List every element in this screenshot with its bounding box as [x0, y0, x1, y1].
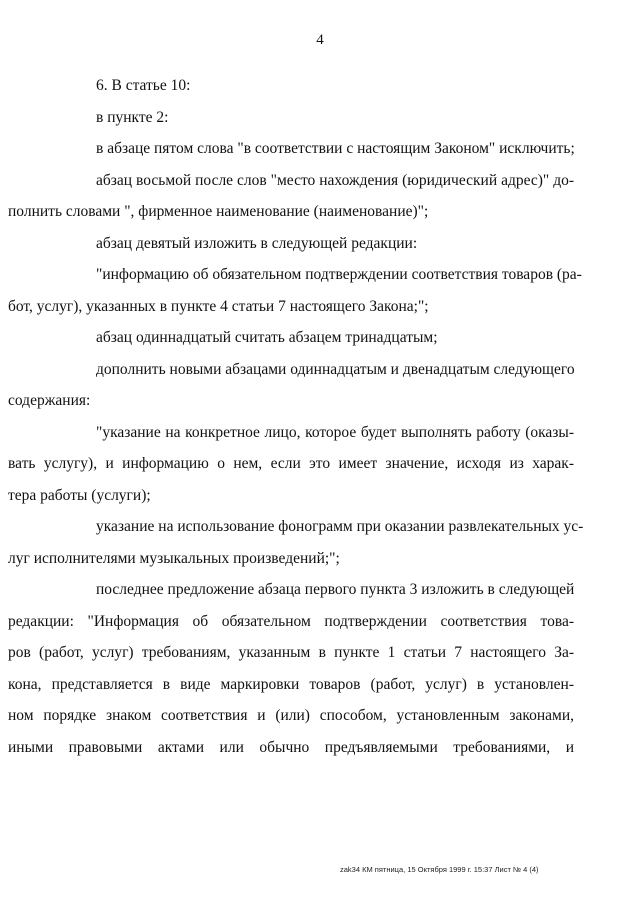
document-line: абзац одиннадцатый считать абзацем тринадцатым;	[96, 329, 438, 346]
document-line: полнить словами ", фирменное наименование (наименование)";	[8, 203, 429, 220]
document-body	[8, 70, 584, 763]
document-footer: zak34 КМ пятница, 15 Октября 1999 г. 15:37 Лист № 4 (4)	[340, 865, 539, 874]
document-line: последнее предложение абзаца первого пункта 3 изложить в следующей	[96, 581, 575, 598]
document-line: в пункте 2:	[96, 108, 169, 126]
document-line: тера работы (услуги);	[8, 486, 151, 504]
document-line: кона, представляется в виде маркировки товаров (работ, услуг) в установлен-	[8, 675, 574, 693]
document-line: луг исполнителями музыкальных произведений;";	[8, 549, 340, 567]
document-line: редакции: "Информация об обязательном подтверждении соответствия това-	[8, 612, 574, 630]
document-line: 6. В статье 10:	[96, 77, 191, 94]
document-line: ном порядке знаком соответствия и (или) способом, установленным законами,	[8, 707, 574, 724]
document-line: "указание на конкретное лицо, которое будет выполнять работу (оказы-	[96, 423, 574, 441]
document-line: иными правовыми актами или обычно предъявляемыми требованиями, и	[8, 738, 574, 756]
document-line: в абзаце пятом слова "в соответствии с настоящим Законом" исключить;	[96, 140, 575, 157]
document-line: вать услугу), и информацию о нем, если это имеет значение, исходя из харак-	[8, 455, 574, 472]
document-line: "информацию об обязательном подтверждении соответствия товаров (ра-	[96, 266, 582, 283]
document-line: абзац девятый изложить в следующей редакции:	[96, 234, 418, 252]
document-line: содержания:	[8, 392, 91, 409]
document-line: указание на использование фонограмм при оказании развлекательных ус-	[96, 518, 584, 535]
document-line: абзац восьмой после слов "место нахождения (юридический адрес)" до-	[96, 171, 574, 189]
document-line: бот, услуг), указанных в пункте 4 статьи 7 настоящего Закона;";	[8, 297, 429, 315]
page-number: 4	[316, 32, 324, 48]
document-line: ров (работ, услуг) требованиям, указанным в пункте 1 статьи 7 настоящего За-	[8, 644, 574, 661]
document-line: дополнить новыми абзацами одиннадцатым и двенадцатым следующего	[96, 360, 575, 378]
